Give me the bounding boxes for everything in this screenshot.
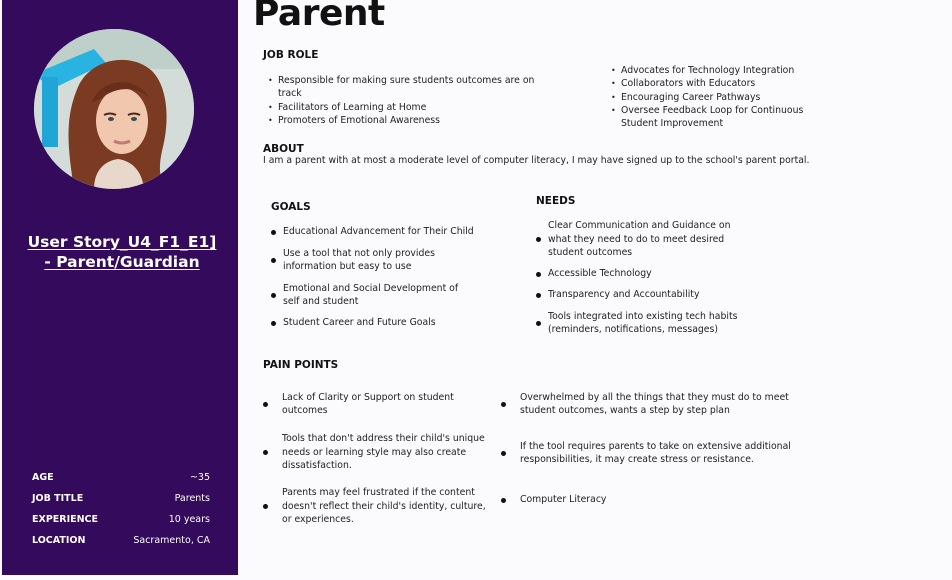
persona-content [238,0,952,580]
user-story-title[interactable]: User Story_U4_F1_E1] - Parent/Guardian [27,233,217,271]
fact-value: ~35 [189,472,210,483]
list-item [271,225,476,239]
list-item [271,316,476,330]
list-item: • Promoters of Emotional Awareness [264,114,549,127]
fact-location [32,530,210,551]
fact-value: Sacramento, CA [133,535,210,546]
portrait-image [34,29,194,189]
list-item-text: Lack of Clarity or Support on student outcomes [282,391,454,416]
list-item-text: Student Career and Future Goals [283,317,436,329]
list-item [501,439,791,467]
list-item: • Responsible for making sure students outcomes are on track [264,74,549,101]
list-item-text: Clear Communication and Guidance on what they need to do to meet desired student outcomes [548,220,731,259]
list-item [536,219,741,260]
list-item-text: Tools integrated into existing tech habits (reminders, notifications, messages) [548,310,738,335]
list-item-text: Overwhelmed by all the things that they must do to meet student outcomes, wants a step by step plan [520,391,789,416]
goals-list [271,225,476,330]
list-item: • Encouraging Career Pathways [607,91,822,104]
list-item-text: Parents may feel frustrated if the content doesn't reflect their child's identity, culture, or experiences. [282,487,486,526]
fact-label: EXPERIENCE [32,514,99,525]
list-item-text: Educational Advancement for Their Child [283,226,474,238]
list-item-text: Accessible Technology [548,268,652,280]
list-item-text: If the tool requires parents to take on extensive additional responsibilities, it may create stress or resistance. [520,440,791,465]
list-item [271,281,476,309]
list-item-text: Emotional and Social Development of self and student [283,282,459,307]
list-item [263,432,498,473]
job-role-heading: JOB ROLE [263,49,319,61]
fact-label: LOCATION [32,535,86,546]
fact-job-title [32,488,210,509]
fact-value: 10 years [168,514,210,525]
job-role-list-left [264,74,549,127]
profile-facts [32,467,210,551]
page-title: Parent [253,0,385,34]
list-item: • Oversee Feedback Loop for Continuous Student Improvement [607,104,822,131]
pain-points-heading: PAIN POINTS [263,359,339,371]
pain-points-list-left [263,390,498,527]
pain-points-list-right [501,390,791,507]
list-item [536,267,741,281]
fact-experience [32,509,210,530]
list-item-text: Computer Literacy [520,494,607,506]
fact-value: Parents [174,493,210,504]
list-item [263,390,498,418]
list-item [536,288,741,302]
list-item [271,246,476,274]
list-item: • Facilitators of Learning at Home [264,101,549,114]
list-item: • Advocates for Technology Integration [607,64,822,77]
profile-photo [34,29,194,189]
about-heading: ABOUT [263,143,304,155]
needs-list [536,219,741,337]
list-item: • Collaborators with Educators [607,77,822,90]
list-item-text: Use a tool that not only provides information but easy to use [283,247,435,272]
list-item [263,486,498,527]
fact-age [32,467,210,488]
list-item [501,390,791,418]
list-item-text: Transparency and Accountability [548,289,700,301]
about-text: I am a parent with at most a moderate level of computer literacy, I may have signed up to the school's parent portal. [263,155,810,166]
needs-heading: NEEDS [536,195,576,207]
fact-label: JOB TITLE [32,493,84,504]
profile-sidebar [2,0,238,575]
goals-heading: GOALS [271,201,311,213]
list-item-text: Tools that don't address their child's unique needs or learning style may also create dissatisfaction. [282,433,485,472]
job-role-list-right [607,64,822,130]
fact-label: AGE [32,472,54,483]
list-item [501,493,791,507]
list-item [536,309,741,337]
